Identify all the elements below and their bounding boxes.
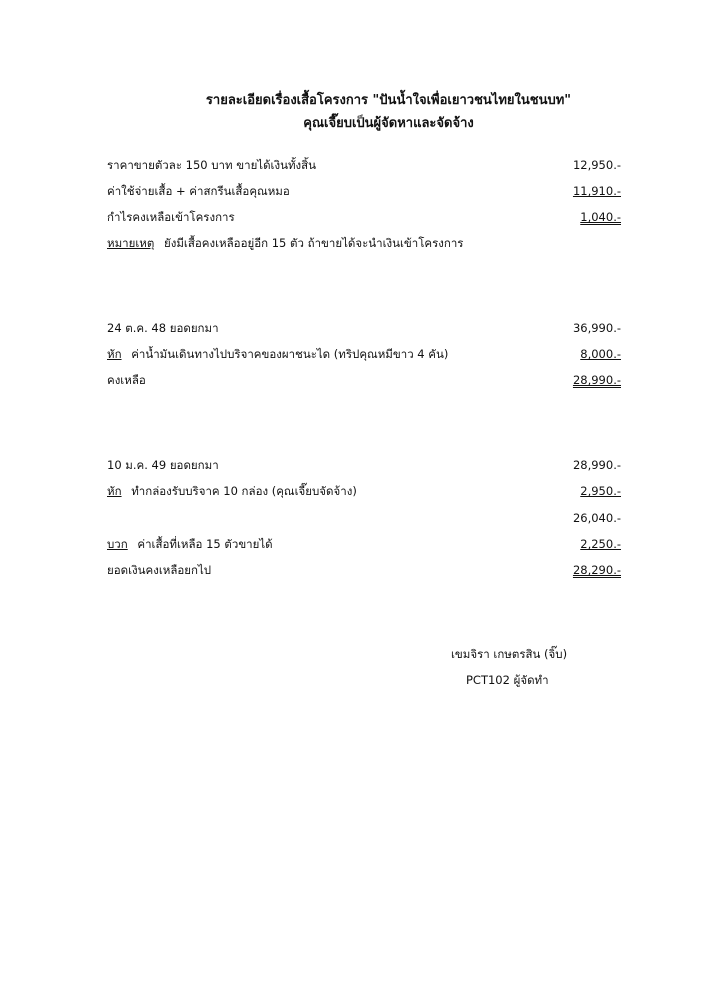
deduct-fuel-row [107,345,621,363]
carry-forward-label: ยอดเงินคงเหลือยกไป [107,563,212,577]
add-prefix: บวก [107,537,128,551]
brought-forward-label-2: 10 ม.ค. 49 ยอดยกมา [107,458,219,472]
balance-label: คงเหลือ [107,373,146,387]
deduct-boxes-label: ทำกล่องรับบริจาค 10 กล่อง (คุณเจี๊ยบจัดจ้าง) [131,484,357,498]
deduct-prefix: หัก [107,347,122,361]
deduct-fuel-amount: 8,000.- [580,347,621,361]
signature-name: เขมจิรา เกษตรสิน (จิ๊บ) [451,647,568,661]
subtotal-row [107,509,621,527]
add-shirts-amount: 2,250.- [580,537,621,551]
note-text: ยังมีเสื้อคงเหลืออยู่อีก 15 ตัว ถ้าขายได้จะนำเงินเข้าโครงการ [164,236,464,250]
add-shirts-row [107,535,621,553]
balance-row [107,371,621,389]
profit-label: กำไรคงเหลือเข้าโครงการ [107,210,235,224]
deduct-fuel-label-wrap [107,345,448,363]
brought-forward-row [107,319,621,337]
profit-row [107,208,621,226]
deduct-prefix-2: หัก [107,484,122,498]
sales-row [107,156,621,174]
deduct-boxes-label-wrap [107,482,357,500]
balance-amount: 28,990.- [572,373,621,387]
document-title: รายละเอียดเรื่องเสื้อโครงการ "ปันน้ำใจเพื่อเยาวชนไทยในชนบท" [205,93,572,108]
expense-label: ค่าใช้จ่ายเสื้อ + ค่าสกรีนเสื้อคุณหมอ [107,184,290,198]
deduct-boxes-row [107,482,621,500]
expense-row [107,182,621,200]
deduct-fuel-label: ค่าน้ำมันเดินทางไปบริจาคของผาชนะได (ทริปคุณหมีขาว 4 คัน) [131,347,449,361]
add-shirts-label-wrap [107,535,273,553]
profit-amount: 1,040.- [580,210,621,224]
note-text-wrap [107,234,463,252]
brought-forward-amount-2: 28,990.- [572,458,621,472]
carry-forward-row [107,561,621,579]
signature-role: PCT102 ผู้จัดทำ [466,673,549,687]
note-prefix: หมายเหตุ [107,236,155,250]
sales-amount: 12,950.- [572,158,621,172]
document-subtitle: คุณเจี๊ยบเป็นผู้จัดหาและจัดจ้าง [303,116,474,131]
carry-forward-amount: 28,290.- [572,563,621,577]
brought-forward-row-2 [107,456,621,474]
brought-forward-amount: 36,990.- [572,321,621,335]
note-row [107,234,621,252]
brought-forward-label: 24 ต.ค. 48 ยอดยกมา [107,321,219,335]
deduct-boxes-amount: 2,950.- [580,484,621,498]
expense-amount: 11,910.- [572,184,621,198]
sales-label: ราคาขายตัวละ 150 บาท ขายได้เงินทั้งสิ้น [107,158,317,172]
add-shirts-label: ค่าเสื้อที่เหลือ 15 ตัวขายได้ [137,537,273,551]
subtotal-amount: 26,040.- [572,511,621,525]
